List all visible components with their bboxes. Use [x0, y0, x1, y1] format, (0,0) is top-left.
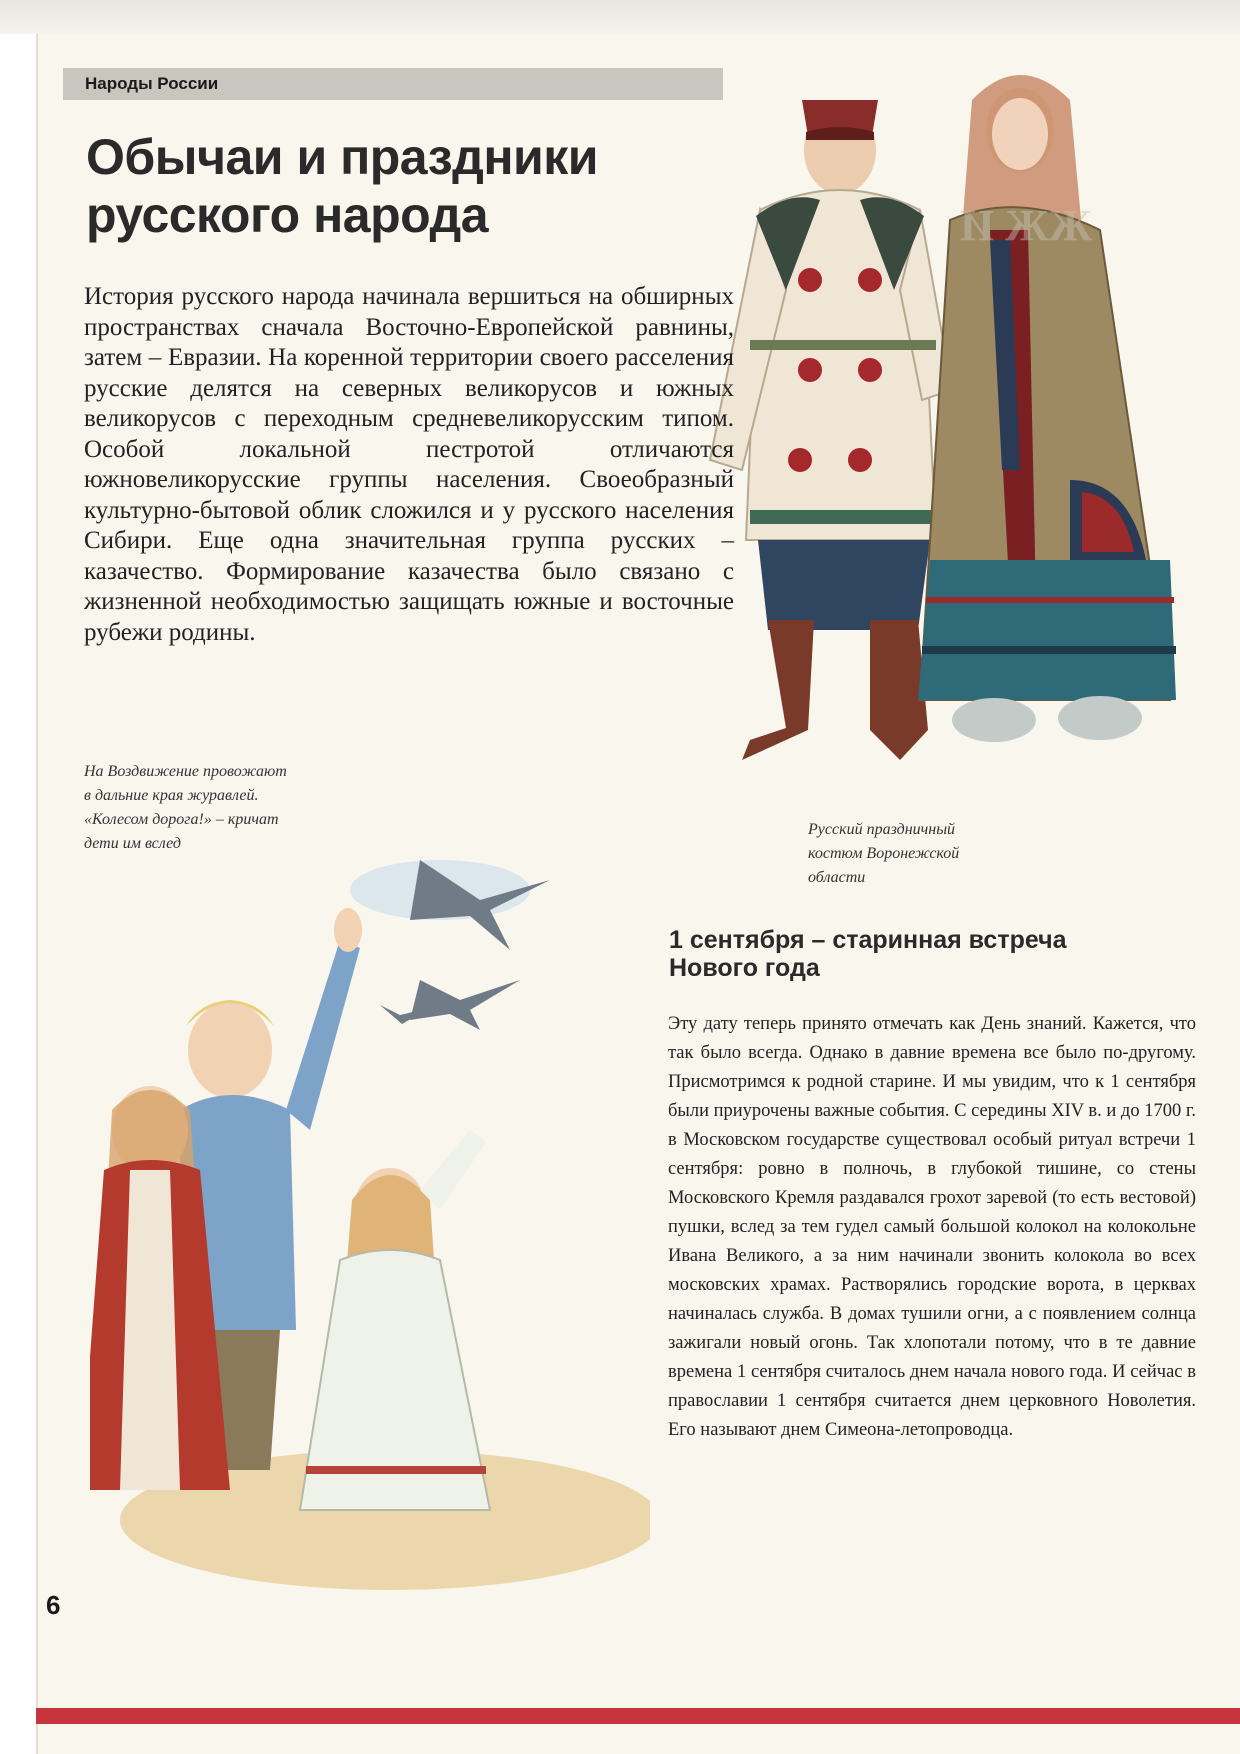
bleed-through-text: ЖЖ И — [960, 201, 1093, 250]
cranes-caption-line-1: На Воздвижение провожают — [84, 763, 287, 780]
costume-caption-line-2: костюм Воронежской — [808, 845, 960, 862]
page-number: 6 — [46, 1590, 61, 1620]
costume-caption-line-1: Русский праздничный — [808, 821, 956, 838]
scan-top-band — [0, 0, 1240, 34]
costume-caption-line-3: области — [808, 869, 866, 886]
cranes-caption — [84, 760, 364, 856]
section-heading — [669, 926, 1189, 982]
title-line-1: Обычаи и праздники — [86, 129, 599, 185]
bottom-red-stripe — [36, 1708, 1240, 1724]
children-cranes-illustration — [90, 830, 650, 1590]
title-line-2: русского народа — [86, 187, 489, 243]
cranes-caption-line-4: дети им вслед — [84, 835, 181, 852]
cranes-caption-line-3: «Колесом дорога!» – кричат — [84, 811, 279, 828]
costume-caption — [808, 818, 1038, 890]
cranes-caption-line-2: в дальние края журавлей. — [84, 787, 259, 804]
section-paragraph: Эту дату теперь принято отмечать как День знаний. Кажется, что так было всегда. Однако в давние времена все было по-другому. Присмотримся к родной старине. И мы увидим, что к 1 сентября были приурочены важные события. С середины XIV в. и до 1700 г. в Московском государстве существовал особый ритуал встречи 1 сентября: ровно в полночь, в глубокой тишине, со стены Московского Кремля раздавался грохот заревой (то есть вестовой) пушки, вслед за тем гудел самый большой колокол на колокольне Ивана Великого, а за ним начинали звонить колокола во всех московских храмах. Растворялись городские ворота, в церквах начиналась служба. В домах тушили огни, а с появлением солнца зажигали новый огонь. Так хлопотали потому, что в те давние времена 1 сентября считалось днем начала нового года. И сейчас в православии 1 сентября считается днем церковного Новолетия. Его называют днем Симеона-летопроводца. — [668, 1014, 1196, 1440]
page-title — [86, 128, 706, 244]
costume-illustration — [690, 40, 1210, 800]
section-label: Народы России — [63, 68, 723, 100]
intro-paragraph: История русского народа начинала вершиться на обширных пространствах сначала Восточно-Европейской равнины, затем – Евразии. На коренной территории своего расселения русские делятся на северных великорусов и южных великорусов с переходным средневеликорусским типом. Особой локальной пестротой отличаются южновеликорусские группы населения. Своеобразный культурно-бытовой облик сложился и у русского населения Сибири. Еще одна значительная группа русских – казачество. Формирование казачества было связано с жизненной необходимостью защищать южные и восточные рубежи родины. — [84, 283, 734, 646]
section-heading-line-1: 1 сентября – старинная встреча — [669, 926, 1067, 954]
section-heading-line-2: Нового года — [669, 954, 820, 982]
